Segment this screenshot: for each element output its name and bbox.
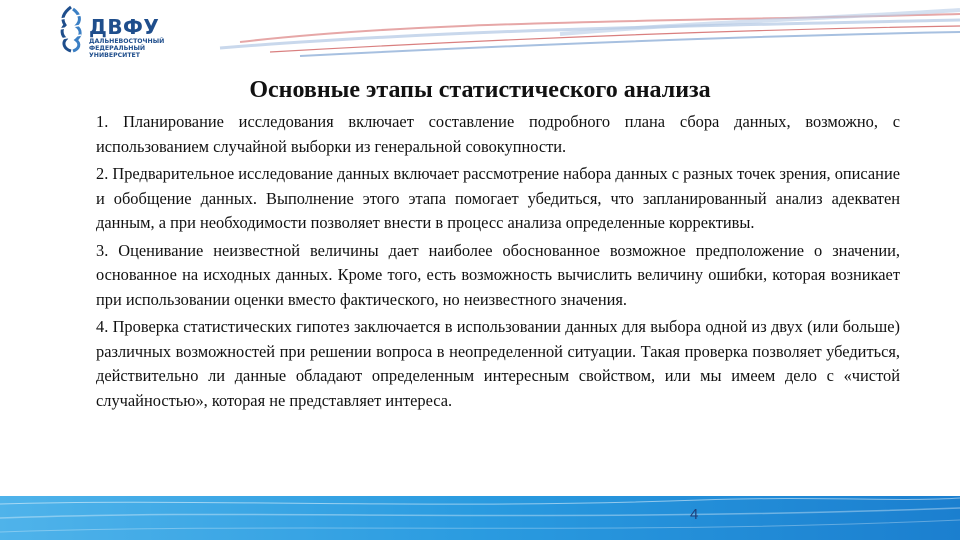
slide-title: Основные этапы статистического анализа bbox=[249, 77, 711, 103]
slide-body bbox=[96, 110, 900, 416]
paragraph: 3. Оценивание неизвестной величины дает наиболее обоснованное возможное предположение о значении, основанное на исходных данных. Кроме того, есть возможность вычислить величину ошибки, которая возникает при использовании оценки вместо фактического, но неизвестного значения. bbox=[96, 240, 900, 309]
paragraph: 4. Проверка статистических гипотез заключается в использовании данных для выбора одной из двух (или больше) различных возможностей при решении вопроса в неопределенной ситуации. Такая проверка позволяет убедиться, действительно ли данные обладают определенным интересным свойством, или мы имеем дело с «чистой случайностью», которая не представляет интереса. bbox=[96, 317, 900, 410]
header-decoration bbox=[180, 0, 960, 60]
logo-mark-icon bbox=[55, 5, 87, 53]
logo-subtitle-line: УНИВЕРСИТЕТ bbox=[89, 52, 140, 59]
paragraph: 2. Предварительное исследование данных включает рассмотрение набора данных с разных точек зрения, описание и обобщение данных. Выполнение этого этапа помогает убедиться, что запланированный анализ адекватен данным, а при необходимости позволяет внести в процесс анализа определенные коррективы. bbox=[96, 164, 900, 232]
logo-abbreviation: ДВФУ bbox=[89, 15, 160, 39]
page-number: 4 bbox=[690, 506, 699, 523]
logo-subtitle-line: ФЕДЕРАЛЬНЫЙ bbox=[89, 45, 146, 52]
logo-subtitle-line: ДАЛЬНЕВОСТОЧНЫЙ bbox=[89, 38, 165, 45]
university-logo bbox=[55, 5, 165, 60]
logo-subtitle bbox=[89, 38, 165, 59]
paragraph: 1. Планирование исследования включает составление подробного плана сбора данных, возможно, с использованием случайной выборки из генеральной совокупности. bbox=[96, 112, 900, 156]
footer-band bbox=[0, 496, 960, 540]
